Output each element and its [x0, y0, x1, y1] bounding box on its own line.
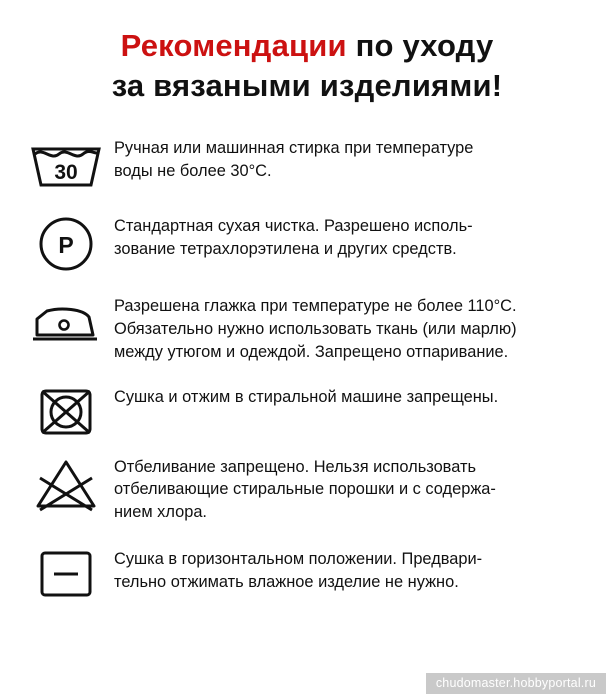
rule-line: нием хлора. [114, 503, 207, 522]
title-line-2: за вязаными изделиями! [111, 68, 503, 104]
rule-line: тельно отжимать влажное изделие не нужно. [114, 573, 459, 592]
no-tumble-dry-icon [18, 384, 114, 438]
list-item [18, 293, 600, 364]
title-line-1-rest: по уходу [346, 28, 494, 63]
rule-text [114, 135, 600, 183]
rule-line: воды не более 30°С. [114, 161, 272, 180]
list-item [18, 454, 600, 525]
rule-line: Обязательно нужно использовать ткань (или марлю) [114, 319, 517, 338]
rule-text [114, 293, 600, 364]
list-item [18, 546, 600, 600]
rule-line: Сушка в горизонтальном положении. Предвари- [114, 550, 483, 569]
rules-list [0, 135, 614, 601]
rule-line: Ручная или машинная стирка при температуре [114, 138, 474, 157]
dry-clean-letter: P [58, 231, 74, 258]
list-item [18, 213, 600, 273]
watermark: chudomaster.hobbyportal.ru [426, 673, 606, 694]
iron-one-dot-icon [18, 293, 114, 345]
title-accent-word: Рекомендации [120, 28, 347, 63]
rule-text [114, 454, 600, 525]
list-item [18, 135, 600, 191]
list-item [18, 384, 600, 438]
rule-text [114, 384, 600, 409]
wash-temp-label: 30 [54, 160, 78, 184]
wash-tub-30-icon [18, 135, 114, 191]
rule-line: Сушка и отжим в стиральной машине запрещены. [114, 387, 499, 406]
rule-line: Стандартная сухая чистка. Разрешено исполь- [114, 216, 473, 235]
dry-flat-icon [18, 546, 114, 600]
title-line-1 [20, 26, 594, 66]
rule-text [114, 213, 600, 261]
dry-clean-circle-p-icon [18, 213, 114, 273]
rule-line: Отбеливание запрещено. Нельзя использовать [114, 457, 477, 476]
do-not-bleach-icon [18, 454, 114, 514]
rule-line: зование тетрахлорэтилена и других средств. [114, 239, 457, 258]
rule-line: между утюгом и одеждой. Запрещено отпаривание. [114, 342, 509, 361]
rule-line: Разрешена глажка при температуре не более 110°С. [114, 296, 517, 315]
rule-text [114, 546, 600, 594]
page-title [0, 0, 614, 113]
rule-line: отбеливающие стиральные порошки и с содержа- [114, 480, 496, 499]
